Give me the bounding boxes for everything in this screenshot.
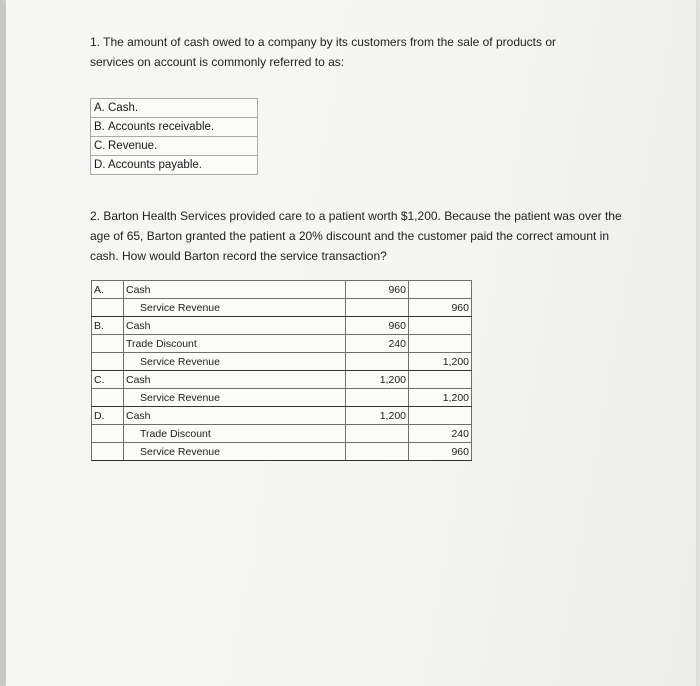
debit-amount: 240 [346, 335, 409, 353]
option-text: Revenue. [108, 140, 158, 152]
option-letter: A. [94, 102, 105, 114]
question-2-text: 2. Barton Health Services provided care to a patient worth $1,200. Because the patient was over the age of 65, Barton granted the patient a 20% discount and the customer paid the correct amount in cash. How would Barton record the service transaction? [90, 209, 622, 263]
debit-amount [346, 299, 409, 317]
debit-amount: 960 [346, 317, 409, 335]
option-row-a[interactable] [91, 99, 258, 118]
journal-row [92, 317, 472, 335]
debit-amount [346, 389, 409, 407]
journal-row [92, 425, 472, 443]
journal-row [92, 443, 472, 461]
option-letter[interactable]: D. [92, 407, 124, 425]
credit-amount: 240 [409, 425, 472, 443]
debit-amount: 1,200 [346, 407, 409, 425]
journal-row [92, 407, 472, 425]
option-letter [92, 389, 124, 407]
option-row-d[interactable] [91, 156, 258, 175]
account-name: Trade Discount [124, 335, 346, 353]
option-letter: C. [94, 140, 106, 152]
debit-amount: 960 [346, 281, 409, 299]
option-letter [92, 335, 124, 353]
account-name: Cash [124, 371, 346, 389]
account-name: Service Revenue [124, 353, 346, 371]
credit-amount: 1,200 [409, 389, 472, 407]
credit-amount [409, 335, 472, 353]
journal-row [92, 299, 472, 317]
account-name: Trade Discount [124, 425, 346, 443]
option-letter: D. [94, 159, 106, 171]
option-row-b[interactable] [91, 118, 258, 137]
credit-amount: 1,200 [409, 353, 472, 371]
option-row-c[interactable] [91, 137, 258, 156]
journal-entry-table [91, 280, 472, 461]
debit-amount [346, 443, 409, 461]
journal-row [92, 389, 472, 407]
account-name: Service Revenue [124, 389, 346, 407]
credit-amount [409, 317, 472, 335]
question-1-text: 1. The amount of cash owed to a company by its customers from the sale of products or services on account is commonly referred to as: [90, 35, 557, 69]
option-text: Accounts receivable. [108, 121, 215, 133]
option-text: Cash. [108, 102, 139, 114]
credit-amount: 960 [409, 443, 472, 461]
option-letter [92, 425, 124, 443]
account-name: Cash [124, 407, 346, 425]
question-1-options [90, 98, 258, 175]
journal-row [92, 281, 472, 299]
option-letter[interactable]: B. [92, 317, 124, 335]
account-name: Cash [124, 317, 346, 335]
journal-row [92, 371, 472, 389]
debit-amount: 1,200 [346, 371, 409, 389]
debit-amount [346, 353, 409, 371]
account-name: Service Revenue [124, 299, 346, 317]
option-letter: B. [94, 121, 105, 133]
option-letter [92, 353, 124, 371]
journal-row [92, 353, 472, 371]
option-letter[interactable]: A. [92, 281, 124, 299]
option-letter [92, 299, 124, 317]
credit-amount [409, 371, 472, 389]
debit-amount [346, 425, 409, 443]
option-letter[interactable]: C. [92, 371, 124, 389]
account-name: Service Revenue [124, 443, 346, 461]
credit-amount: 960 [409, 299, 472, 317]
credit-amount [409, 281, 472, 299]
journal-row [92, 335, 472, 353]
option-text: Accounts payable. [108, 159, 202, 171]
account-name: Cash [124, 281, 346, 299]
credit-amount [409, 407, 472, 425]
option-letter [92, 443, 124, 461]
